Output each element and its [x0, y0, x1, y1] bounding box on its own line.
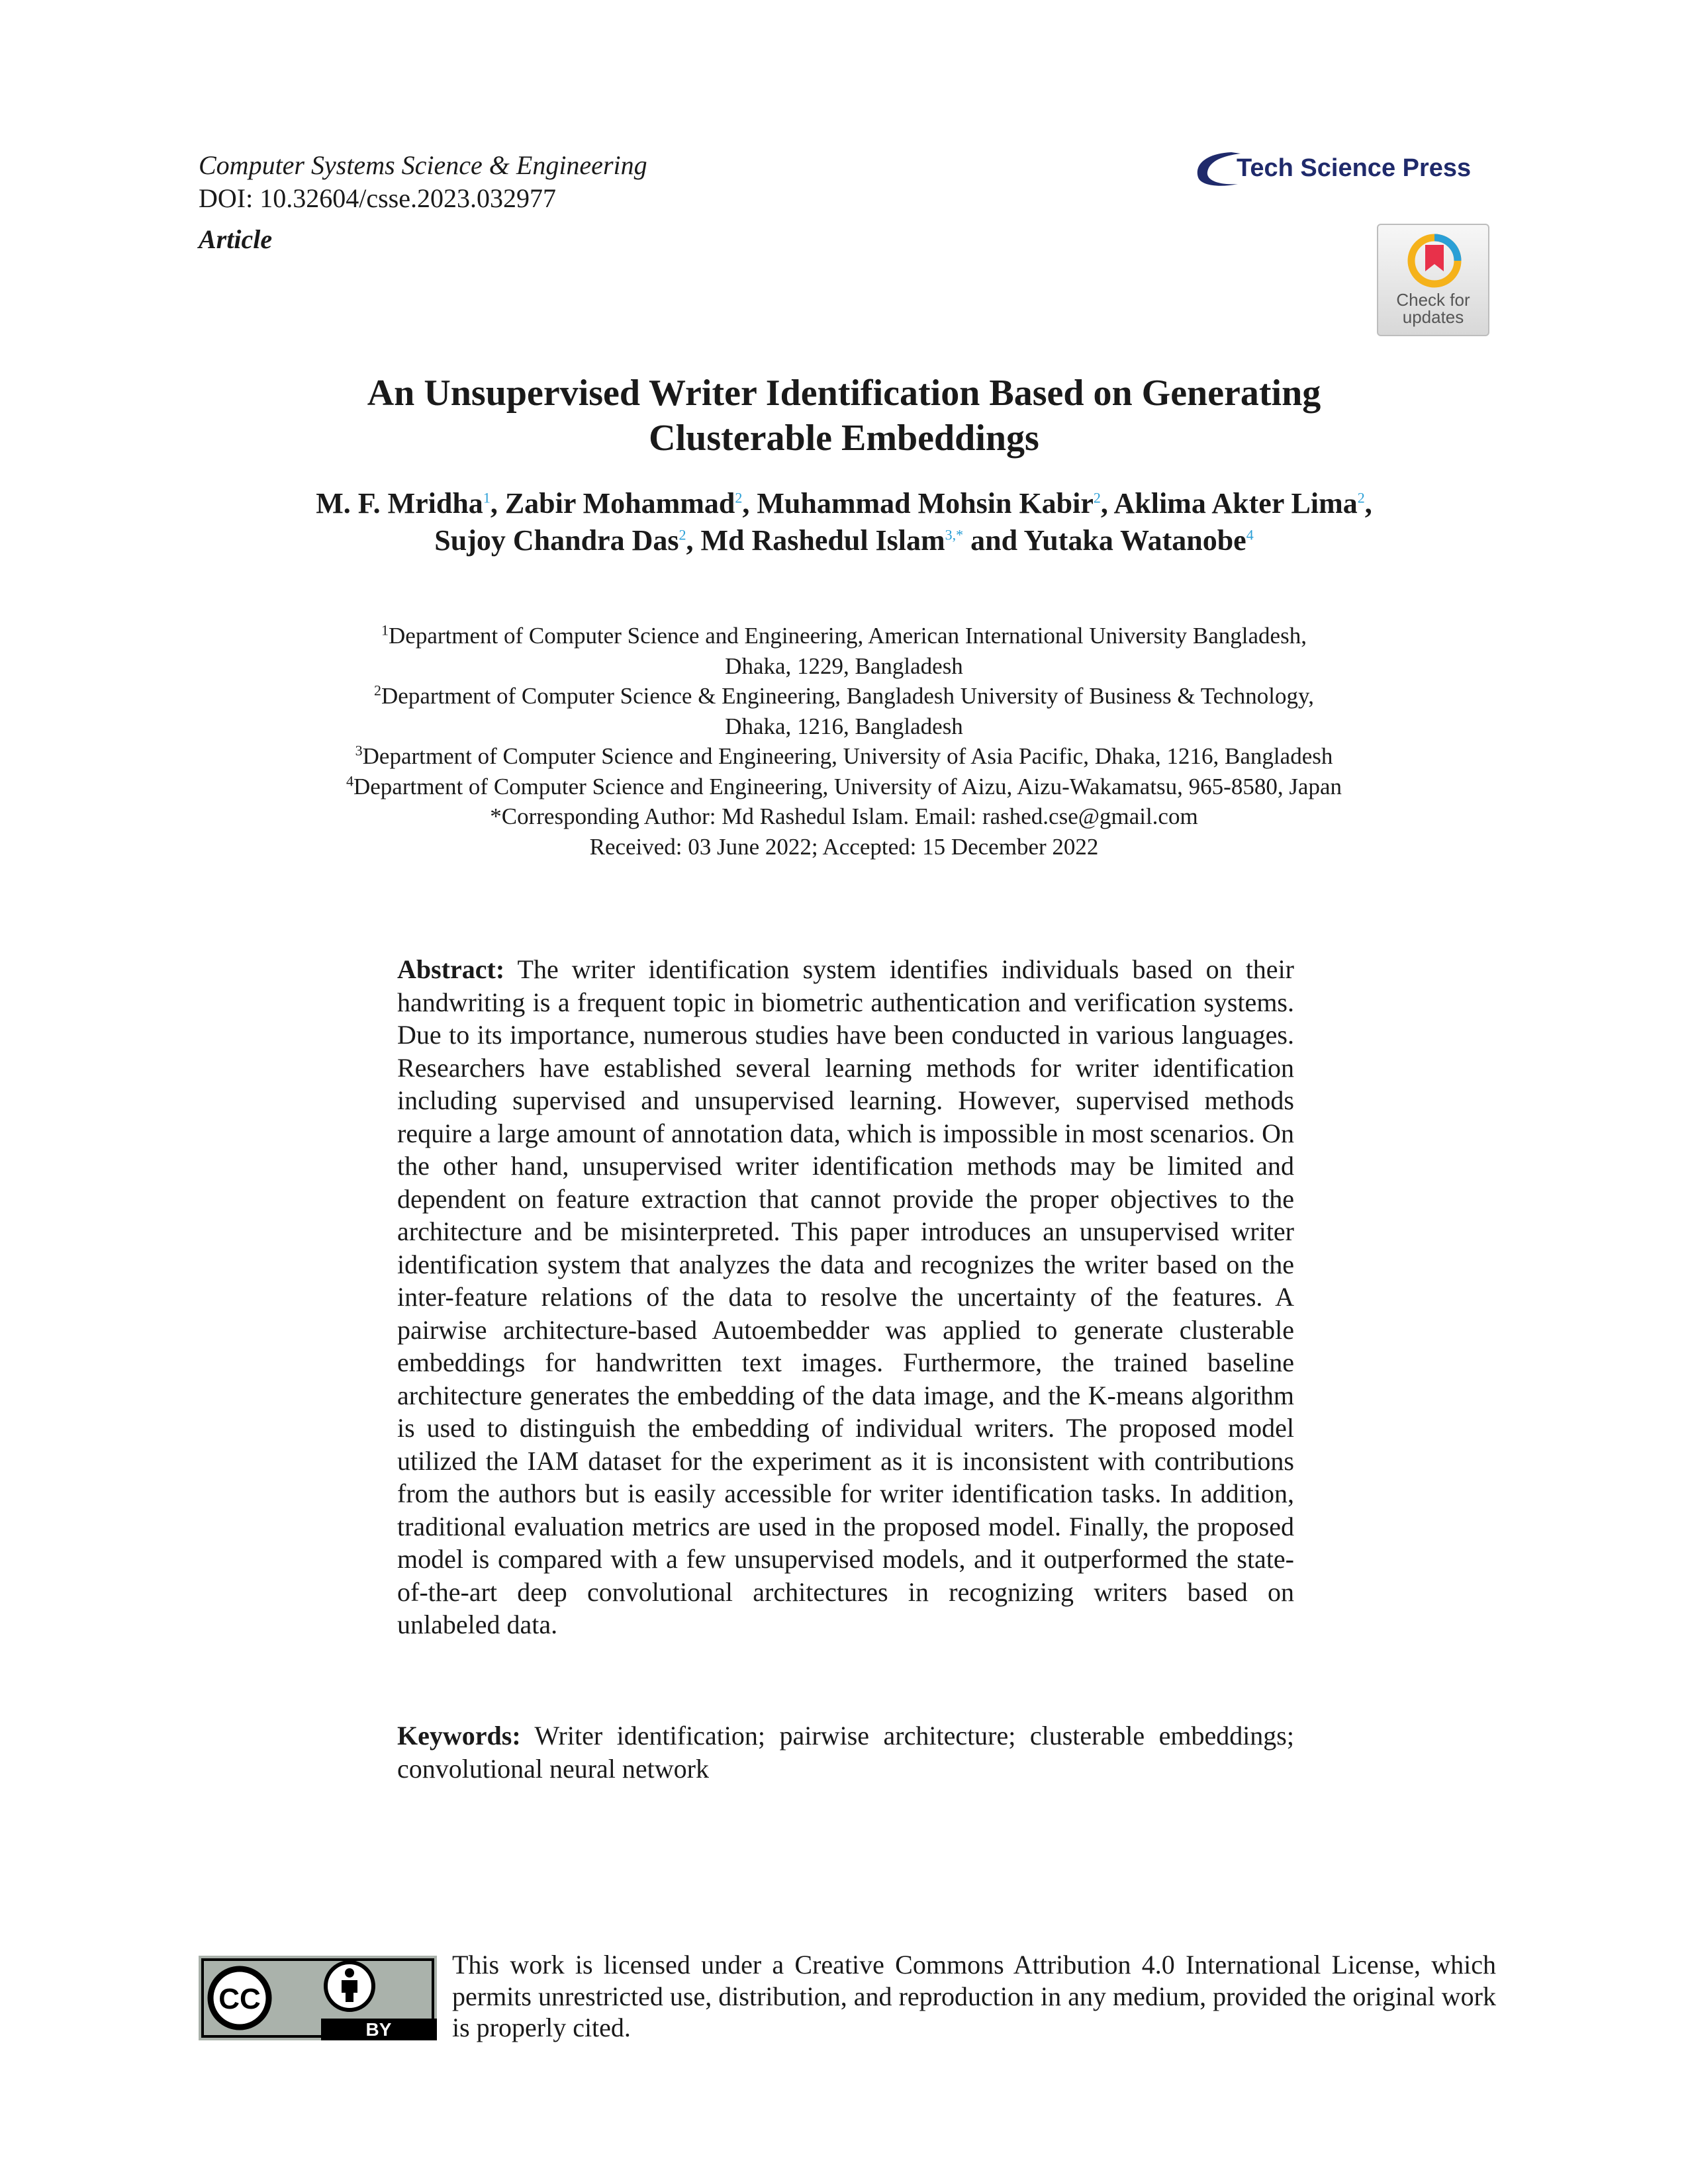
license-statement: This work is licensed under a Creative Commons Attribution 4.0 International License, which permits unrestricted use, distribution, and reproduction in any medium, provided the original work is properly cited.: [452, 1950, 1496, 2042]
paper-title: An Unsupervised Writer Identification Based on Generating Clusterable Embeddings: [367, 373, 1321, 459]
keywords-label: Keywords:: [397, 1721, 521, 1751]
author-affiliation[interactable]: 2: [679, 526, 686, 543]
cc-by-license-logo[interactable]: [199, 1956, 437, 2040]
article-type: Article: [199, 224, 273, 254]
abstract-label: Abstract:: [397, 954, 505, 984]
journal-name: Computer Systems Science & Engineering: [199, 150, 647, 180]
author-affiliation[interactable]: 2: [735, 489, 743, 506]
affiliation-line: $^4$Department of Computer Science and Engineering, University of Aizu, Aizu-Wakamatsu, 965-8580, Japan: [346, 772, 1342, 799]
affiliation-line: $^1$Department of Computer Science and Engineering, American International University Bangladesh,: [381, 621, 1307, 649]
author-affiliation[interactable]: 2: [1357, 489, 1365, 506]
author-affiliation[interactable]: 1: [483, 489, 491, 506]
author-name: Aklima Akter Lima: [1113, 487, 1358, 520]
keywords-text: Writer identification; pairwise architecture; clusterable embeddings; convolutional neural network: [397, 1721, 1294, 1784]
publisher-logo: [1192, 147, 1496, 191]
check-for-updates-label: Check for updates: [1396, 290, 1470, 327]
bookmark-icon: [1407, 233, 1462, 289]
by-label: BY: [365, 2019, 392, 2040]
author-line-1: M. F. Mridha$^1$, Zabir Mohammad$^2$, Muhammad Mohsin Kabir$^2$, Aklima Akter Lima$^2$,: [316, 487, 1372, 520]
check-for-updates-badge[interactable]: [1377, 224, 1489, 336]
author-affiliation[interactable]: 4: [1246, 526, 1254, 543]
affiliation-line: Dhaka, 1229, Bangladesh: [725, 653, 963, 679]
corresponding-author: *Corresponding Author: Md Rashedul Islam. Email: rashed.cse@gmail.com: [490, 803, 1198, 829]
affiliation-line: Dhaka, 1216, Bangladesh: [725, 713, 963, 739]
author-name: Sujoy Chandra Das: [434, 524, 679, 557]
keywords: [397, 1719, 1294, 1785]
abstract-text: The writer identification system identifies individuals based on their handwriting is a frequent topic in biometric authentication and verification systems. Due to its importance, numerous studies have been conducted in various languages. Researchers have established several learning methods for writer identification including supervised and unsupervised learning. However, supervised methods require a large amount of annotation data, which is impossible in most scenarios. On the other hand, unsupervised writer identification methods may be limited and dependent on feature extraction that cannot provide the proper objectives to the architecture and be misinterpreted. This paper introduces an unsupervised writer identification system that analyzes the data and recognizes the writer based on the inter-feature relations of the data to resolve the uncertainty of the features. A pairwise architecture-based Autoembedder was applied to generate clusterable embeddings for handwritten text images. Furthermore, the trained baseline architecture generates the embedding of the data image, and the K-means algorithm is used to distinguish the embedding of individual writers. The proposed model utilized the IAM dataset for the experiment as it is inconsistent with contributions from the authors but is easily accessible for writer identification tasks. In addition, traditional evaluation metrics are used in the proposed model. Finally, the proposed model is compared with a few unsupervised models, and it outperformed the state-of-the-art deep convolutional architectures in recognizing writers based on unlabeled data.: [397, 954, 1294, 1639]
affiliation-line: $^2$Department of Computer Science & Engineering, Bangladesh University of Business & Technology,: [374, 682, 1314, 709]
doi-label: DOI:: [199, 183, 254, 213]
received-accepted-dates: Received: 03 June 2022; Accepted: 15 December 2022: [589, 833, 1099, 860]
author-list: [199, 485, 1489, 559]
author-name: Zabir Mohammad: [504, 487, 735, 520]
author-name: Muhammad Mohsin Kabir: [757, 487, 1094, 520]
author-affiliation[interactable]: 3,*: [945, 526, 964, 543]
publisher-name: Tech Science Press: [1237, 154, 1472, 182]
author-name: Yutaka Watanobe: [1023, 524, 1246, 557]
cc-label: CC: [218, 1983, 261, 2015]
doi: [199, 183, 556, 214]
abstract: [397, 953, 1294, 1641]
affiliations: [199, 621, 1489, 862]
author-line-2: Sujoy Chandra Das$^2$, Md Rashedul Islam$^{3,*}$ and Yutaka Watanobe$^4$: [434, 524, 1254, 557]
author-affiliation[interactable]: 2: [1093, 489, 1101, 506]
affiliation-line: $^3$Department of Computer Science and Engineering, University of Asia Pacific, Dhaka, 1216, Bangladesh: [355, 742, 1333, 769]
doi-value[interactable]: 10.32604/csse.2023.032977: [259, 183, 556, 213]
author-name: M. F. Mridha: [316, 487, 483, 520]
author-name: Md Rashedul Islam: [700, 524, 945, 557]
